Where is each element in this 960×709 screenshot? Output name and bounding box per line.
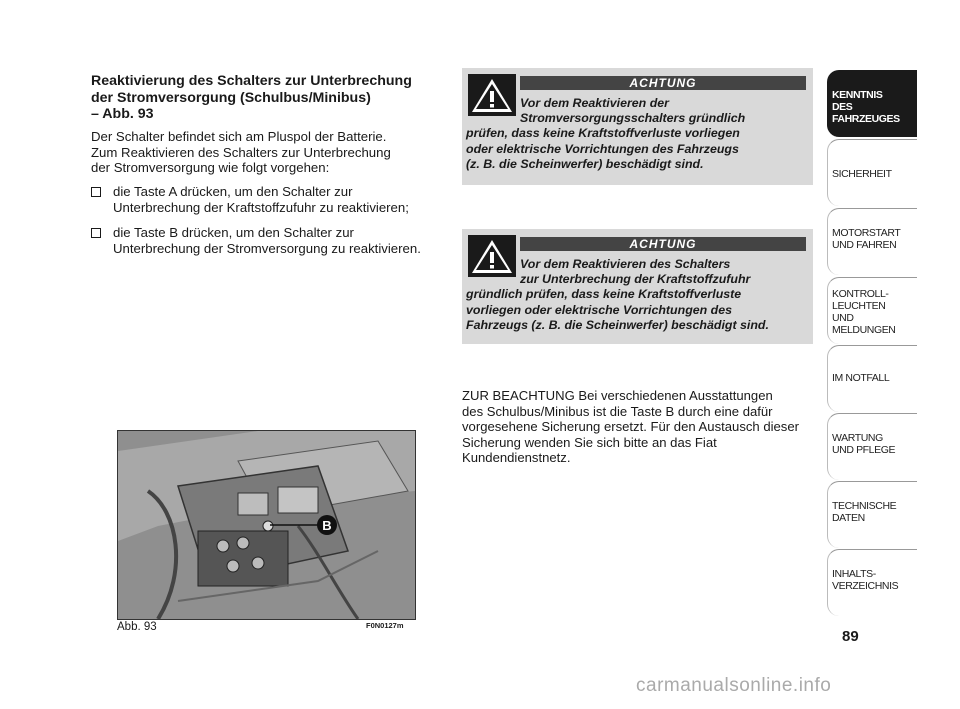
intro-line: Zum Reaktivieren des Schalters zur Unterbrechung: [91, 144, 391, 160]
warning-title: ACHTUNG: [520, 76, 806, 90]
callout-b-label: B: [322, 518, 332, 533]
tab-label-line: UND FAHREN: [832, 239, 897, 251]
tab-label-line: VERZEICHNIS: [832, 580, 899, 592]
tab-label-line: WARTUNG: [832, 432, 883, 444]
figure-code: F0N0127m: [366, 621, 404, 630]
bullet-item: [91, 184, 446, 215]
warning-text: [466, 257, 811, 333]
tab-label-line: IM NOTFALL: [832, 372, 890, 384]
warning-line: Fahrzeugs (z. B. die Scheinwerfer) beschädigt sind.: [466, 317, 769, 332]
tab-label-line: KENNTNIS: [832, 89, 883, 101]
note-line: ZUR BEACHTUNG Bei verschiedenen Ausstattungen: [462, 388, 773, 403]
tab-label-line: MOTORSTART: [832, 227, 901, 239]
note-line: Kundendienstnetz.: [462, 450, 571, 466]
tab-label-line: UND MELDUNGEN: [832, 312, 896, 336]
tab-technische-daten[interactable]: [827, 481, 917, 548]
intro-line: der Stromversorgung wie folgt vorgehen:: [91, 160, 330, 176]
bullet-item: [91, 225, 446, 256]
warning-line: Vor dem Reaktivieren des Schalters: [520, 257, 731, 271]
tab-kontrollleuchten[interactable]: [827, 277, 917, 344]
bullet-line: Unterbrechung der Stromversorgung zu reaktivieren.: [113, 240, 421, 256]
bullet-line: die Taste A drücken, um den Schalter zur: [113, 184, 353, 199]
note-line: vorgesehene Sicherung ersetzt. Für den Austausch dieser: [462, 419, 799, 435]
intro-paragraph: [91, 129, 441, 176]
tab-inhaltsverzeichnis[interactable]: [827, 549, 917, 616]
checkbox-bullet-icon: [91, 228, 101, 238]
warning-line: vorliegen oder elektrische Vorrichtungen des: [466, 302, 733, 317]
tab-label-line: LEUCHTEN: [832, 300, 886, 312]
page-number: 89: [842, 628, 859, 645]
tab-label-line: DATEN: [832, 512, 865, 524]
tab-kenntnis-des-fahrzeuges[interactable]: [827, 70, 917, 137]
warning-line: zur Unterbrechung der Kraftstoffzufuhr: [520, 272, 751, 287]
heading-line: – Abb. 93: [91, 106, 154, 122]
warning-line: Vor dem Reaktivieren der: [520, 96, 669, 110]
tab-label-line: INHALTS-: [832, 568, 876, 580]
tab-im-notfall[interactable]: [827, 345, 917, 412]
tab-label-line: TECHNISCHE: [832, 500, 897, 512]
warning-line: prüfen, dass keine Kraftstoffverluste vorliegen: [466, 126, 740, 141]
tab-motorstart-und-fahren[interactable]: [827, 208, 917, 275]
figure-caption: Abb. 93: [117, 621, 157, 633]
warning-line: oder elektrische Vorrichtungen des Fahrzeugs: [466, 141, 739, 156]
battery-photo-illustration: [118, 431, 415, 619]
bullet-line: Unterbrechung der Kraftstoffzufuhr zu reaktivieren;: [113, 199, 409, 215]
tab-label-line: DES FAHRZEUGES: [832, 101, 900, 125]
note-line: Sicherung wenden Sie sich bitte an das Fiat: [462, 434, 717, 450]
tab-wartung-und-pflege[interactable]: [827, 413, 917, 480]
heading-line: Reaktivierung des Schalters zur Unterbrechung: [91, 73, 412, 89]
bullet-line: die Taste B drücken, um den Schalter zur: [113, 225, 354, 240]
note-line: des Schulbus/Minibus ist die Taste B durch eine dafür: [462, 403, 773, 419]
tab-label-line: UND PFLEGE: [832, 444, 896, 456]
checkbox-bullet-icon: [91, 187, 101, 197]
battery-switch-photo: [117, 430, 416, 620]
warning-text: [466, 96, 811, 172]
note-paragraph: [462, 388, 817, 466]
warning-line: (z. B. die Scheinwerfer) beschädigt sind.: [466, 156, 704, 171]
warning-line: Stromversorgungsschalters gründlich: [520, 111, 746, 126]
tab-sicherheit[interactable]: [827, 139, 917, 206]
tab-label-line: KONTROLL-: [832, 288, 889, 300]
warning-line: gründlich prüfen, dass keine Kraftstoffverluste: [466, 287, 742, 302]
footer-watermark: carmanualsonline.info: [636, 675, 832, 696]
intro-line: Der Schalter befindet sich am Pluspol der Batterie.: [91, 129, 387, 144]
warning-box: [462, 229, 813, 344]
warning-box: [462, 68, 813, 185]
tab-label-line: SICHERHEIT: [832, 168, 892, 180]
heading-line: der Stromversorgung (Schulbus/Minibus): [91, 89, 371, 106]
section-heading: [91, 73, 441, 123]
warning-title: ACHTUNG: [520, 237, 806, 251]
